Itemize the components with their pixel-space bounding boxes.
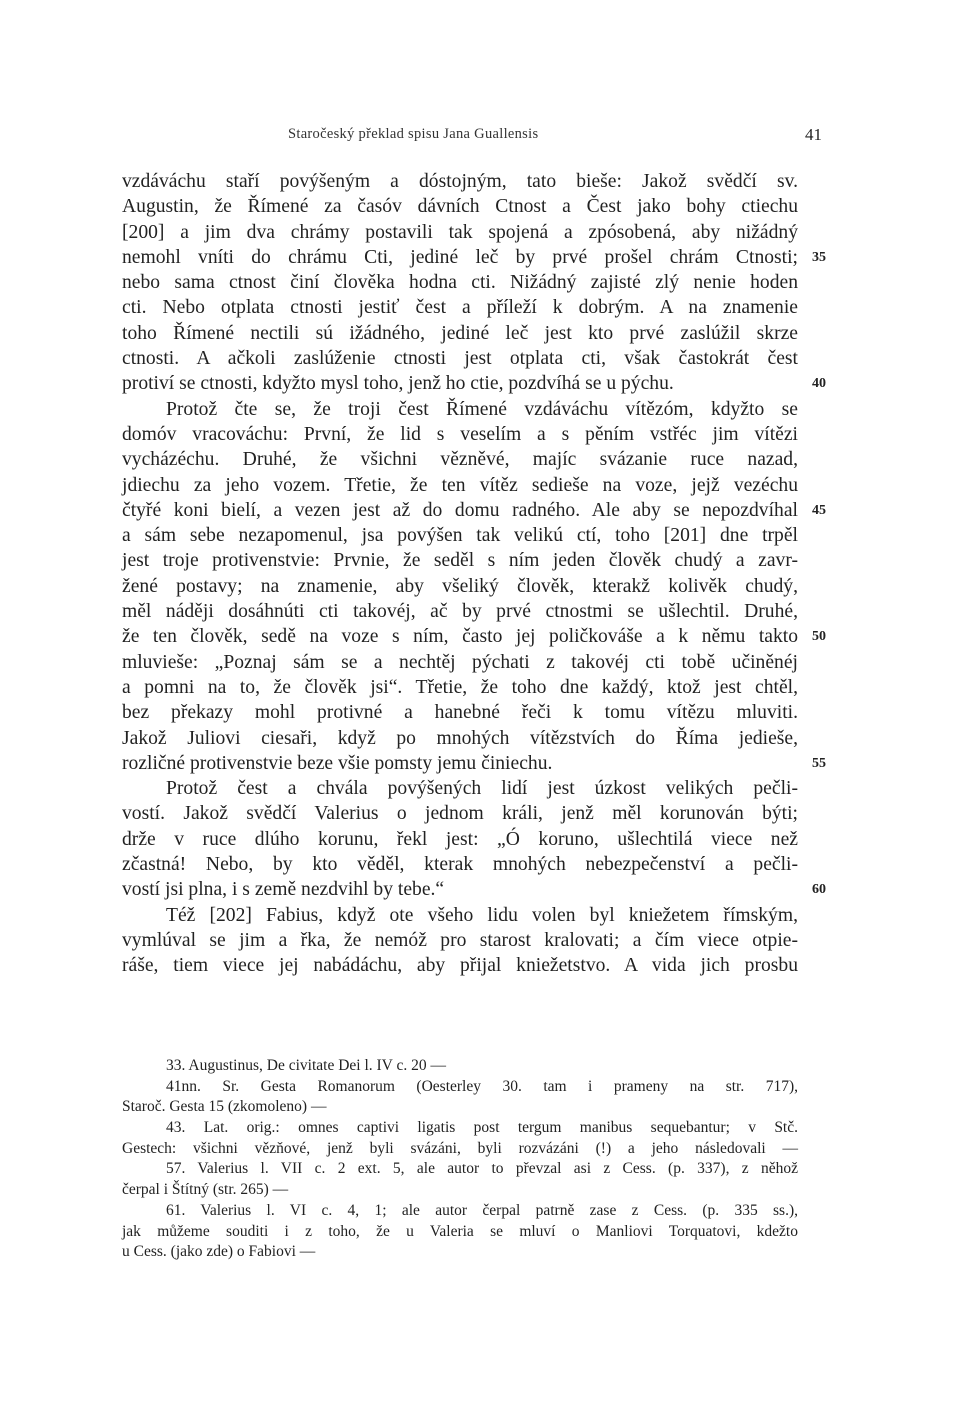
text-line-content: ráše, tiem viece jej nabádáchu, aby přijal kniežetstvo. A vida jich prosbu [122,955,798,977]
text-line-content: vycházéchu. Druhé, že všichni vězněvé, majíc svázanie ruce nazad, [122,449,798,471]
text-line [122,852,798,877]
text-line [122,270,798,295]
footnotes [122,1056,798,1263]
text-line [122,194,798,219]
text-line-content: protiví se ctnosti, kdyžto mysl toho, jenž ho ctie, pozdvíhá se u pýchu. [122,373,674,395]
line-number: 35 [812,249,826,265]
text-line [122,751,826,776]
text-line-content: vzdáváchu staří povýšeným a dóstojným, tato bieše: Jakož svědčí sv. [122,171,798,192]
text-line-content: drže v ruce dlúho korunu, řekl jest: „Ó koruno, ušlechtilá viece než [122,828,798,850]
footnote-line: Gestech: všichni vězňové, jenž byli svázáni, byli rozvázáni (!) a jeho následovali — [122,1139,798,1157]
text-line [122,422,798,447]
text-line-content: zčastná! Nebo, by kto věděl, kterak mnohých nebezpečenství a pečli- [122,854,798,876]
text-line [122,321,798,346]
footnote-line: čerpal i Štítný (str. 265) — [122,1181,289,1199]
text-line [122,928,798,953]
text-line [122,220,798,245]
text-line [122,498,826,523]
text-line-content: Protož čest a chvála povýšených lidí jest úzkost velikých pečli- [166,778,798,800]
text-line [122,726,798,751]
text-line [122,953,798,978]
footnote-line: jak můžeme souditi i z toho, že u Valeria se mluví o Manliovi Torquatovi, kdežto [122,1222,798,1240]
line-number: 40 [812,376,826,392]
text-line-content: a pomni na to, že člověk jsi“. Třetie, že toho dne každý, ktož jest chtěl, [122,676,798,698]
text-line [122,548,798,573]
text-line [122,700,798,725]
text-line [122,397,798,422]
text-line-content: nebo sama ctnost činí člověka hodna cti. Nižádný zajisté zlý nenie hoden [122,272,798,294]
footnote-line: 61. Valerius l. VI c. 4, 1; ale autor čerpal patrně zase z Cess. (p. 335 ss.), [166,1201,798,1219]
text-line [122,877,826,902]
text-line-content: mluvieše: „Poznaj sám se a nechtěj pýchati z takovéj cti tobě učiněnéj [122,651,798,673]
text-line [122,624,826,649]
text-line-content: toho Římené nectili sú ižádného, jediné leč jest kto prvé zaslúžil skrze [122,322,798,344]
text-line [122,346,798,371]
text-line [122,801,798,826]
text-line-content: jdiechu za jeho vozem. Třetie, že ten vítěz sedieše na voze, jejž vezéchu [122,474,798,496]
text-line-content: Protož čte se, že troji čest Římené vzdáváchu vítězóm, kdyžto se [166,398,798,420]
line-number: 60 [812,882,826,898]
text-line-content: žené postavy; na znamenie, aby všeliký člověk, kterakž kolivěk chudý, [122,575,798,597]
text-line-content: měl náději dosáhnúti cti takovéj, ač by prvé ctnostmi se ušlechtil. Druhé, [122,601,798,623]
footnote-line: 43. Lat. orig.: omnes captivi ligatis post tergum manibus sequebantur; v Stč. [166,1119,798,1137]
text-line-content: Jakož Juliovi ciesaři, když po mnohých vítězstvích do Říma jedieše, [122,727,798,749]
text-line [122,169,798,194]
text-line-content: vostí. Jakož svědčí Valerius o jednom králi, jenž měl korunován býti; [122,803,798,825]
text-line [122,473,798,498]
text-line-content: a sám sebe nezapomenul, jsa povýšen tak velikú ctí, toho [201] dne trpěl [122,525,798,547]
line-number: 45 [812,502,826,518]
text-line-content: Též [202] Fabius, když ote všeho lidu volen byl kniežetem římským, [166,904,798,926]
page-header [122,126,822,148]
text-line [122,599,798,624]
text-line-content: čtyřé koni bielí, a vezen jest až do domu radného. Ale aby se nepozdvíhal [122,499,798,521]
text-line-content: rozličné protivenstvie beze všie pomsty jemu činiechu. [122,752,553,774]
footnote-line: 33. Augustinus, De civitate Dei l. IV c. 20 — [166,1057,446,1074]
text-line-content: [200] a jim dva chrámy postavili tak spojená a zpósobená, aby nižádný [122,221,798,243]
text-line-content: vostí jsi plna, i s země nezdvihl by tebe.“ [122,879,445,901]
running-title: Staročeský překlad spisu Jana Guallensis [288,126,539,142]
text-line-content: nemohl vníti do chrámu Cti, jediné leč by prvé prošel chrám Ctnosti; [122,246,798,268]
text-line [122,295,798,320]
text-line-content: domóv vracováchu: První, že lid s veselím a s pěním vstřéc jim vítězi [122,423,798,445]
text-line [122,650,798,675]
text-line-content: cti. Nebo otplata ctnosti jestiť čest a příleží k dobrým. A na znamenie [122,297,798,319]
page-number: 41 [805,125,822,144]
main-text [122,169,826,979]
text-line [122,903,798,928]
footnote-line: u Cess. (jako zde) o Fabiovi — [122,1243,316,1261]
text-line [122,827,798,852]
text-line [122,245,826,270]
text-line-content: že ten člověk, sedě na voze s ním, často jej poličkováše a k němu takto [122,626,798,648]
text-line [122,523,798,548]
line-number: 55 [812,755,826,771]
text-line [122,675,798,700]
footnote-line: 57. Valerius l. VII c. 2 ext. 5, ale autor to převzal asi z Cess. (p. 337), z něhož [166,1160,798,1178]
footnote-line: Staroč. Gesta 15 (zkomoleno) — [122,1098,327,1116]
text-line-content: bez překazy mohl protivné a hanebné řeči k tomu vítězu mluviti. [122,702,798,724]
footnote-line: 41nn. Sr. Gesta Romanorum (Oesterley 30. tam i prameny na str. 717), [166,1077,798,1095]
text-line [122,371,826,396]
text-line [122,776,798,801]
text-line-content: ctnosti. A ačkoli zaslúženie ctnosti jest otplata cti, však častokrát čest [122,348,798,370]
text-line-content: Augustin, že Římené za časóv dávních Ctnost a Čest jako bohy ctiechu [122,196,798,218]
text-line-content: vymlúval se jim a řka, že nemóž pro starost kralovati; a čím viece otpie- [122,929,798,951]
text-line [122,574,798,599]
line-number: 50 [812,629,826,645]
text-line-content: jest troje protivenstvie: Prvnie, že seděl s ním jeden člověk chudý a zavr- [122,550,798,572]
text-line [122,447,798,472]
